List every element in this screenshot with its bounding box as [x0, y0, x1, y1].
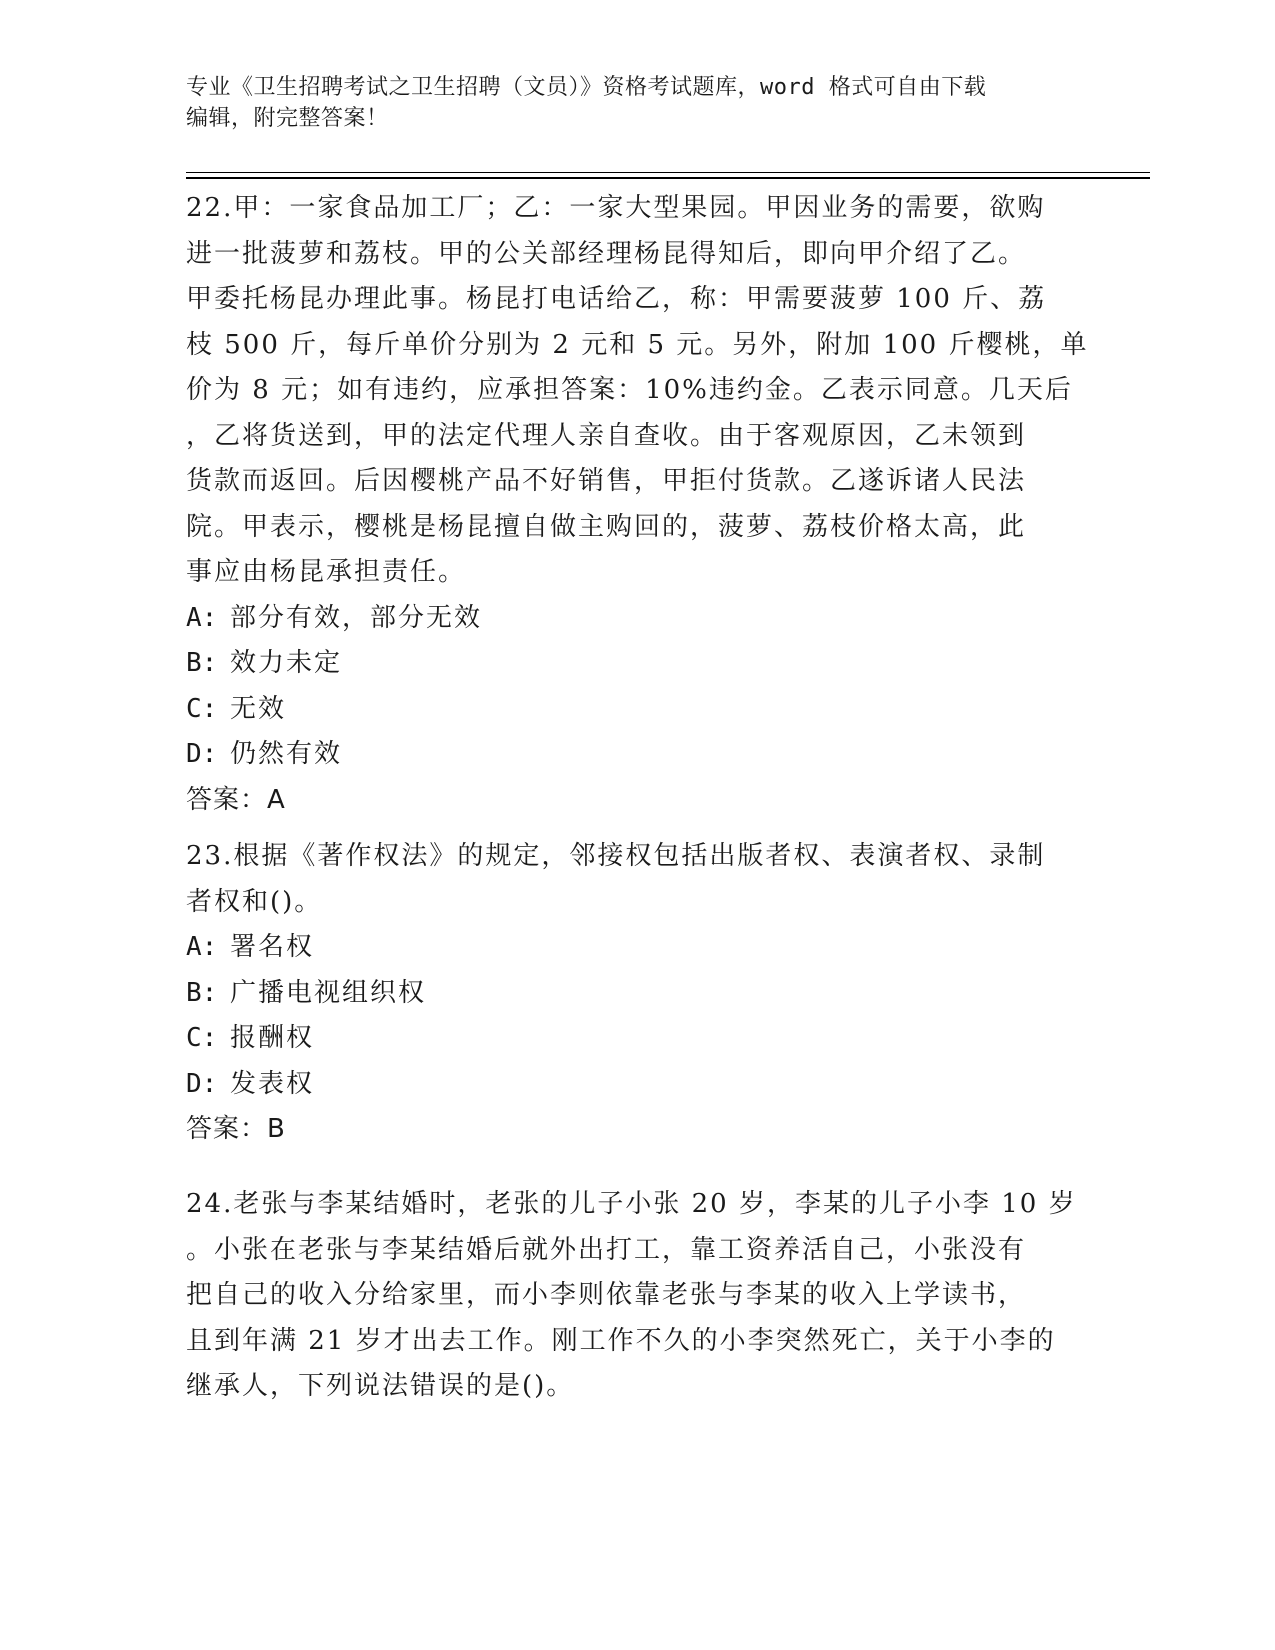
stem-line: 22.甲：一家食品加工厂；乙：一家大型果园。甲因业务的需要，欲购: [186, 193, 1046, 223]
option-text: 效力未定: [230, 648, 343, 678]
stem-line: 院。甲表示，樱桃是杨昆擅自做主购回的，菠萝、荔枝价格太高，此: [186, 511, 1027, 542]
option-label: A:: [186, 932, 218, 962]
stem-line: 事应由杨昆承担责任。: [186, 557, 467, 587]
option-text: 署名权: [230, 932, 315, 962]
question-24: [186, 1182, 1077, 1410]
option-label: C:: [186, 693, 218, 724]
option-text: 仍然有效: [230, 739, 343, 769]
option-label: B:: [186, 977, 218, 1008]
question-23: [186, 834, 1070, 1153]
stem-line: 继承人，下列说法错误的是()。: [186, 1371, 575, 1401]
option-d: [186, 732, 1070, 778]
option-label: D:: [186, 739, 218, 769]
document-header: [186, 72, 1066, 134]
stem-line: ，乙将货送到，甲的法定代理人亲自查收。由于客观原因，乙未领到: [186, 420, 1027, 451]
question-stem: [186, 1182, 1077, 1410]
stem-line: 把自己的收入分给家里，而小李则依靠老张与李某的收入上学读书，: [186, 1280, 1027, 1310]
option-c: [186, 687, 1070, 733]
header-line-1: 专业《卫生招聘考试之卫生招聘（文员）》资格考试题库，word 格式可自由下载: [186, 75, 987, 100]
option-b: [186, 641, 1070, 687]
option-b: [186, 971, 1070, 1017]
header-divider-thick: [186, 177, 1150, 179]
stem-line: 甲委托杨昆办理此事。杨昆打电话给乙，称：甲需要菠萝 100 斤、荔: [186, 284, 1047, 314]
answer-line: 答案：A: [186, 784, 286, 815]
header-divider-thin: [186, 172, 1150, 173]
option-text: 报酬权: [230, 1023, 315, 1053]
option-text: 无效: [230, 693, 287, 724]
question-stem: [186, 186, 1089, 596]
stem-line: 进一批菠萝和荔枝。甲的公关部经理杨昆得知后，即向甲介绍了乙。: [186, 238, 1027, 269]
stem-line: 。小张在老张与李某结婚后就外出打工，靠工资养活自己，小张没有: [186, 1234, 1027, 1265]
option-d: [186, 1062, 1070, 1108]
option-text: 发表权: [230, 1068, 315, 1099]
option-c: [186, 1016, 1070, 1062]
option-label: D:: [186, 1068, 218, 1099]
option-label: C:: [186, 1023, 218, 1053]
stem-line: 枝 500 斤，每斤单价分别为 2 元和 5 元。另外，附加 100 斤樱桃，单: [186, 329, 1089, 360]
option-a: [186, 596, 1070, 642]
stem-line: 货款而返回。后因樱桃产品不好销售，甲拒付货款。乙遂诉诸人民法: [186, 466, 1027, 496]
stem-line: 且到年满 21 岁才出去工作。刚工作不久的小李突然死亡，关于小李的: [186, 1325, 1056, 1356]
question-22: [186, 186, 1089, 823]
option-text: 部分有效，部分无效: [230, 602, 483, 633]
stem-line: 价为 8 元；如有违约，应承担答案：10%违约金。乙表示同意。几天后: [186, 375, 1073, 405]
stem-line: 24.老张与李某结婚时，老张的儿子小张 20 岁，李某的儿子小李 10 岁: [186, 1189, 1077, 1219]
stem-line: 23.根据《著作权法》的规定，邻接权包括出版者权、表演者权、录制: [186, 841, 1046, 871]
question-stem: [186, 834, 1070, 925]
option-a: [186, 925, 1070, 971]
stem-line: 者权和()。: [186, 886, 323, 917]
header-line-2: 编辑，附完整答案！: [186, 106, 389, 131]
answer-line: 答案：B: [186, 1114, 286, 1144]
option-label: A:: [186, 602, 218, 633]
option-label: B:: [186, 648, 218, 678]
option-text: 广播电视组织权: [230, 977, 427, 1008]
